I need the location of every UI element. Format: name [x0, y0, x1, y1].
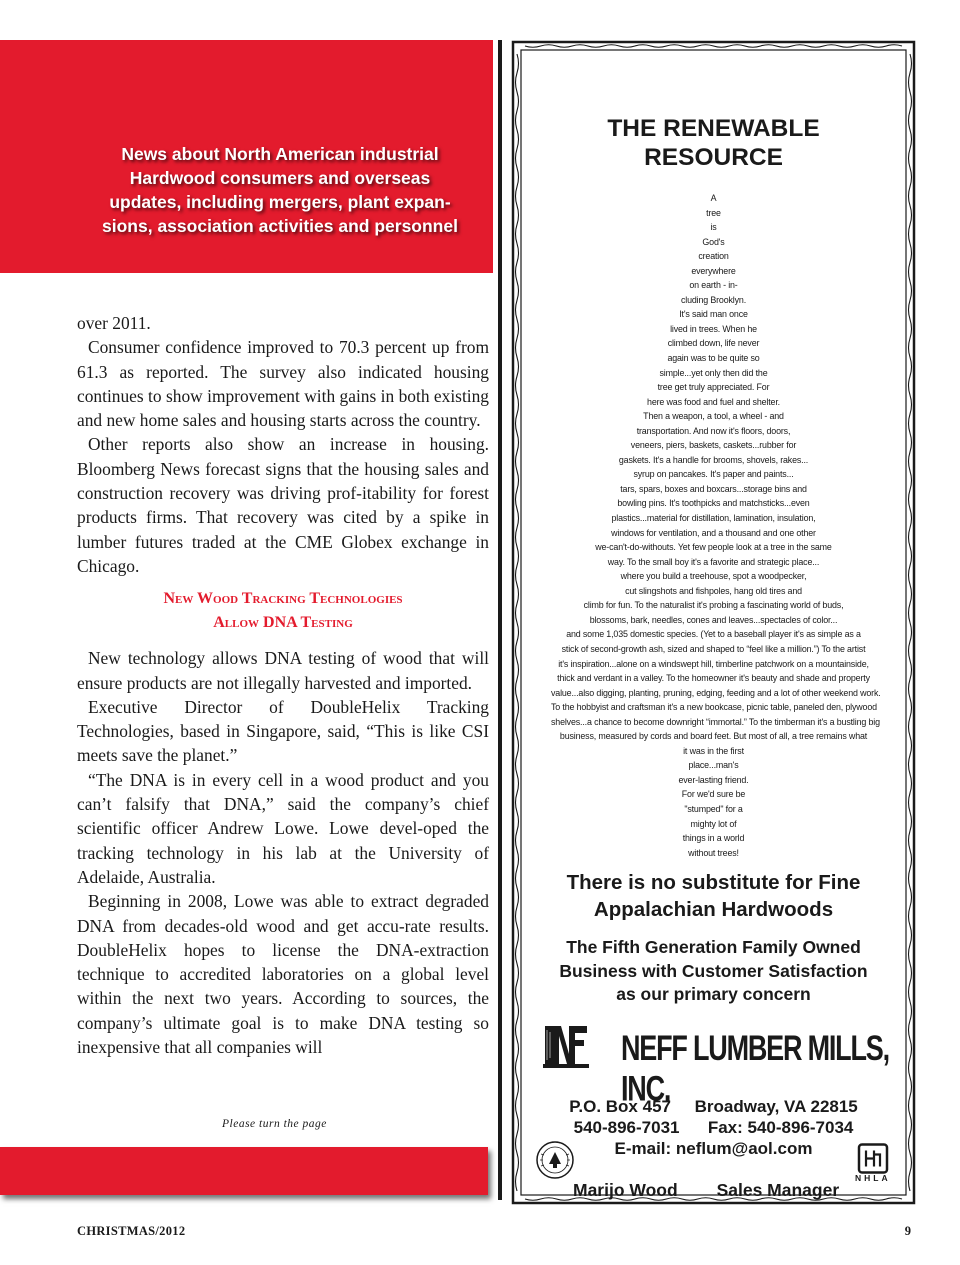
tree-poem-line: For we'd sure be [681, 789, 746, 800]
tree-poem-line: simple...yet only then did the [659, 367, 768, 378]
tree-poem-line: it's inspiration...alone on a windswept hill, timberline patchwork on a mountainside, [558, 658, 869, 669]
tree-poem-line: thick and verdant in a valley. To the homeowner it's beauty and shade and property [557, 673, 870, 684]
email-address: E-mail: neflum@aol.com [614, 1139, 813, 1158]
ad-slogan [511, 869, 916, 923]
fax-number: Fax: 540-896-7034 [707, 1118, 854, 1137]
tree-poem-line: and some 1,035 domestic species. (Yet to a baseball player it's as simple as a [566, 629, 861, 640]
page-number: 9 [904, 1224, 911, 1238]
tree-poem-line: gaskets. It's a handle for brooms, shovels, rakes... [618, 454, 809, 465]
slogan-line: Appalachian Hardwoods [593, 898, 834, 921]
tree-poem-line: things in a world [682, 833, 745, 844]
tree-poem-line: business, measured by cords and board feet. But most of all, a tree remains what [559, 731, 868, 742]
tree-poem-line: veneers, piers, baskets, caskets...rubber for [630, 440, 797, 451]
tree-poem-line: To the hobbyist and craftsman it's a new bookcase, picnic table, paneled den, plywood [551, 702, 877, 713]
column-divider [498, 40, 502, 1200]
contact-title: Sales Manager [716, 1180, 840, 1200]
tree-poem-line: on earth - in- [689, 280, 738, 291]
ad-title-line: RESOURCE [644, 144, 783, 171]
ad-title-line: THE RENEWABLE [607, 115, 820, 142]
tree-poem-line: everywhere [691, 265, 736, 276]
nhla-label: NHLA [855, 1173, 891, 1183]
phone-row [511, 1117, 916, 1138]
article-paragraph: Consumer confidence improved to 70.3 percent up from 61.3 as reported. The survey also indicated housing continues to show improvement with gains in both existing and new home sales and housing starts across the country. [77, 337, 489, 431]
continued-note: Please turn the page [222, 1118, 327, 1130]
tree-poem-line: windows for ventilation, and a thousand and one other [611, 527, 816, 538]
article-paragraph: “The DNA is in every cell in a wood product and you can’t falsify that DNA,” said the company’s chief scientific officer Andrew Lowe. Lowe devel-oped the tracking technology in his lab at the University of Adelaide, Australia. [77, 769, 489, 887]
tree-shaped-poem [551, 191, 881, 860]
bottom-red-bar [0, 1147, 488, 1195]
tree-poem-line: again was to be quite so [667, 353, 760, 364]
ad-title [511, 114, 916, 172]
article-paragraph: Beginning in 2008, Lowe was able to extract degraded DNA from decades-old wood and get accu-rate results. DoubleHelix hopes to license the DNA-extraction technique to accredited laboratories on a global level within the next two years. According to sources, the company’s ultimate goal is to make DNA testing so inexpensive that all companies will [77, 891, 489, 1058]
street-address: Broadway, VA 22815 [694, 1097, 858, 1116]
tree-poem-line: place...man's [688, 760, 739, 771]
tree-poem-line: "stumped" for a [684, 803, 743, 814]
address-row [511, 1096, 916, 1117]
tree-poem-line: plastics...material for distillation, lamination, insulation, [611, 513, 816, 524]
tree-poem-line: cluding Brooklyn. [680, 294, 747, 305]
neff-lumber-advertisement [511, 40, 916, 1205]
tree-poem-line: God's [702, 236, 725, 247]
tree-poem-line: stick of second-growth ash, sized and shaped to “feel like a million.”) To the artist [561, 643, 866, 654]
article-headline [77, 587, 489, 635]
banner-line: sions, association activities and personnel [102, 216, 458, 236]
tree-poem-line: it was in the first [683, 745, 744, 756]
tree-poem-line: syrup on pancakes. It's paper and paints... [633, 469, 794, 480]
article-paragraph: over 2011. [77, 313, 151, 333]
tree-poem-line: value...also digging, planting, pruning, edging, feeding and a lot of other weekend work. [551, 687, 881, 698]
headline-line: Allow DNA Testing [213, 614, 353, 632]
tree-poem-line: where you build a treehouse, spot a woodpecker, [620, 571, 807, 582]
tree-poem-line: is [710, 222, 717, 233]
article-paragraph: Executive Director of DoubleHelix Tracking Technologies, based in Singapore, said, “This is like CSI meets save the planet.” [77, 696, 489, 766]
company-name: NEFF LUMBER MILLS, INC. [621, 1029, 889, 1109]
tree-poem-line: creation [698, 251, 729, 262]
issue-label: CHRISTMAS/2012 [77, 1224, 186, 1238]
banner-line: News about North American industrial [121, 144, 439, 164]
neff-logo-icon [543, 1020, 589, 1070]
tree-poem-line: Then a weapon, a tool, a wheel - and [643, 411, 784, 422]
tree-poem-line: shelves...a chance to become downright “immortal.” To the timberman it's a bustling big [551, 716, 880, 727]
association-seal-icon [535, 1140, 575, 1180]
tree-poem-line: climbed down, life never [667, 338, 760, 349]
tree-poem-line: without trees! [688, 847, 739, 858]
tree-poem-line: transportation. And now it's floors, doors, [636, 425, 791, 436]
tree-poem-line: tars, spars, boxes and boxcars...storage bins and [620, 483, 807, 494]
banner-line: Hardwood consumers and overseas [129, 168, 431, 188]
tree-poem-line: cut slingshots and fishpoles, hang old tires and [625, 585, 802, 596]
tree-poem-line: mighty lot of [690, 818, 737, 829]
tree-poem-line: here was food and fuel and shelter. [647, 396, 780, 407]
ad-subslogan [511, 936, 916, 1007]
tree-poem-line: tree [706, 207, 721, 218]
subslogan-line: Business with Customer Satisfaction [559, 960, 868, 981]
subslogan-line: The Fifth Generation Family Owned [566, 937, 861, 957]
article-column [77, 311, 489, 1059]
tree-poem-line: lived in trees. When he [670, 323, 757, 334]
contact-person [573, 1180, 839, 1201]
tree-poem-line: A [710, 193, 717, 203]
tree-poem-line: It's said man once [679, 309, 748, 320]
subslogan-line: as our primary concern [616, 984, 811, 1004]
news-banner [0, 40, 493, 273]
tree-poem-line: tree get truly appreciated. For [657, 382, 770, 393]
contact-name: Marijo Wood [573, 1180, 678, 1200]
headline-line: New Wood Tracking Technologies [163, 590, 403, 608]
banner-text [95, 142, 465, 238]
article-paragraph: Other reports also show an increase in housing. Bloomberg News forecast signs that the housing sales and construction recovery was driving prof-itability for forest products firms. That recovery was cited by a spike in lumber futures traded at the CME Globex exchange in Chicago. [77, 434, 489, 576]
tree-poem-line: way. To the small boy it's a favorite and strategic place... [607, 556, 820, 567]
po-box: P.O. Box 457 [569, 1097, 671, 1116]
tree-poem-line: blossoms, bark, needles, cones and leaves...spectacles of color... [589, 614, 838, 625]
slogan-line: There is no substitute for Fine [566, 871, 861, 894]
article-paragraph: New technology allows DNA testing of wood that will ensure products are not illegally harvested and imported. [77, 648, 489, 693]
phone-number: 540-896-7031 [573, 1118, 680, 1137]
tree-poem-line: ever-lasting friend. [678, 774, 749, 785]
tree-poem-line: we-can't-do-withouts. Yet few people look at a tree in the same [595, 542, 832, 553]
tree-poem-line: climb for fun. To the naturalist it's probing a fascinating world of buds, [583, 600, 844, 611]
banner-line: updates, including mergers, plant expan- [109, 192, 451, 212]
tree-poem-line: bowling pins. It's toothpicks and matchsticks...even [617, 498, 810, 509]
